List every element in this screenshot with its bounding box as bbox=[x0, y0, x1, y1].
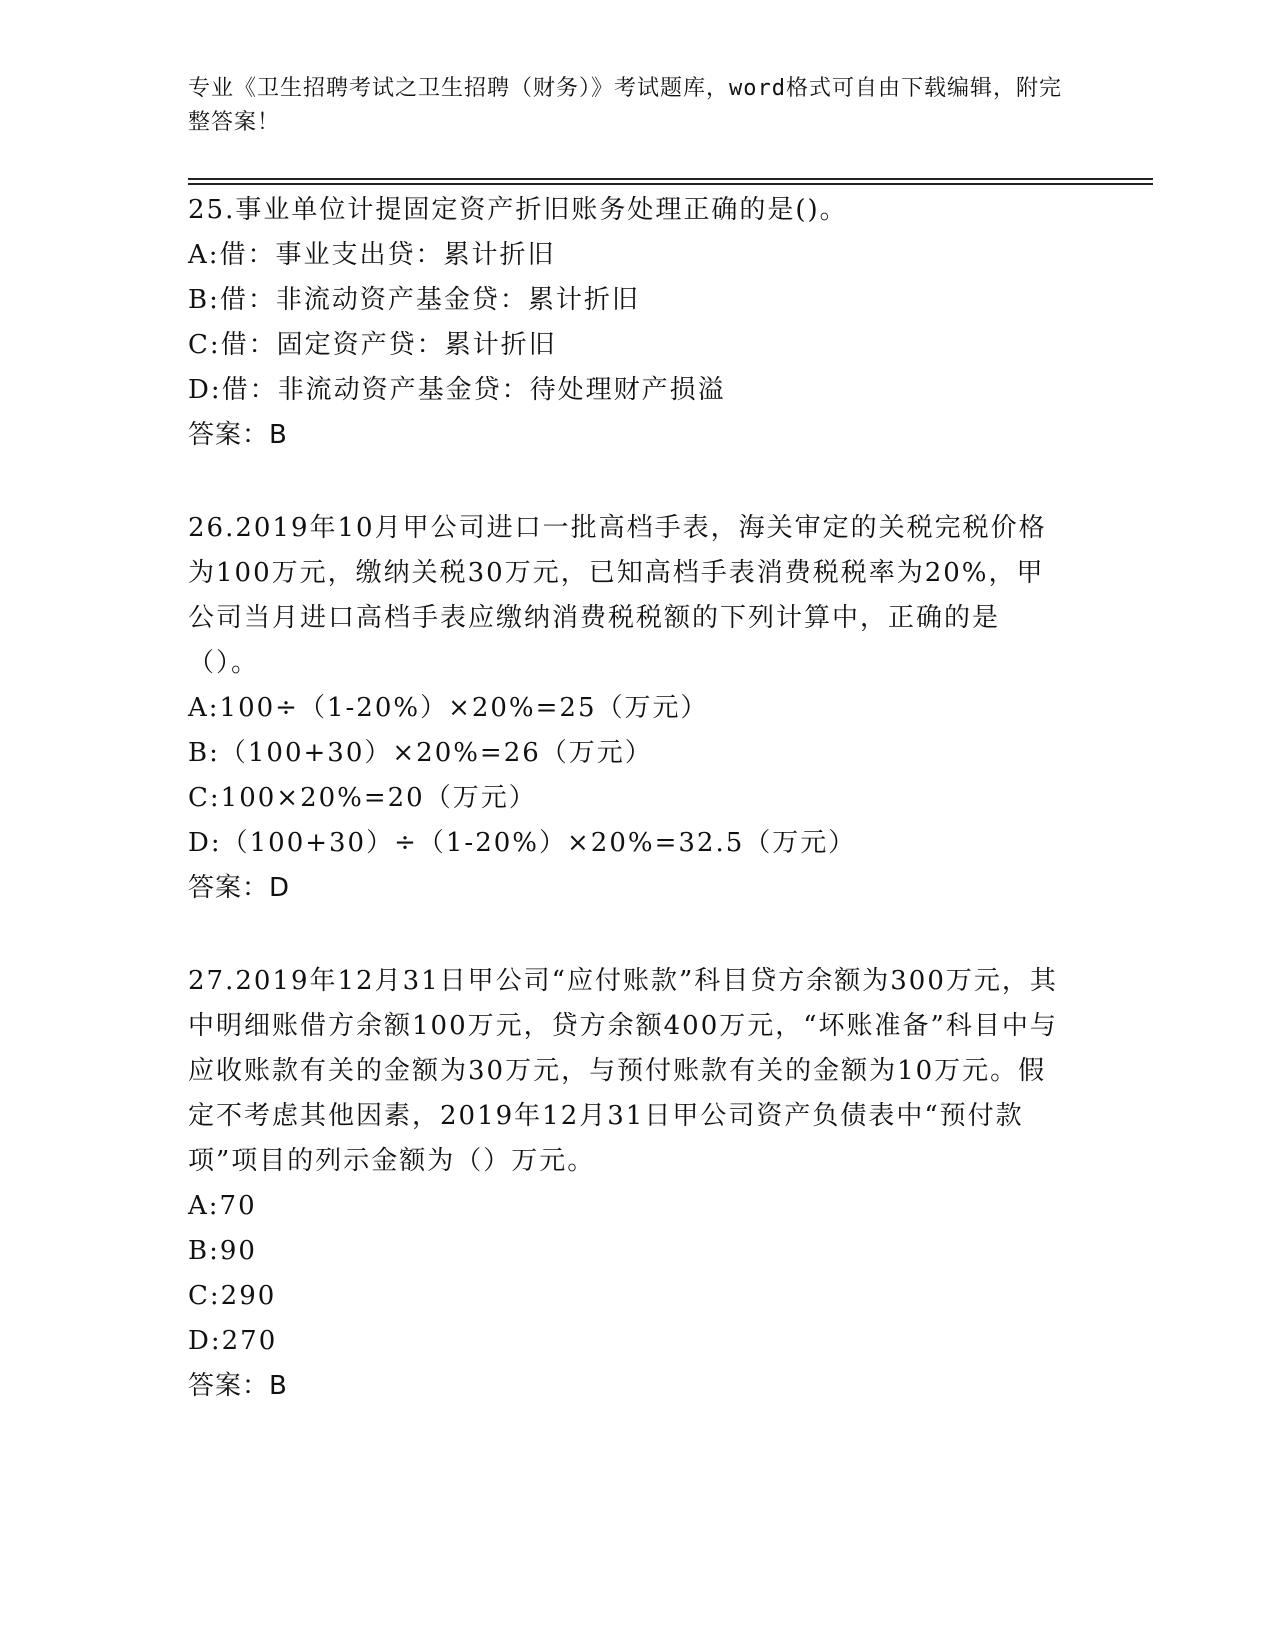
option-c: C:借：固定资产贷：累计折旧 bbox=[188, 330, 557, 360]
question-27 bbox=[188, 959, 1068, 1409]
option-c: C:290 bbox=[188, 1281, 277, 1311]
option-d: D:（100+30）÷（1-20%）×20%=32.5（万元） bbox=[188, 828, 857, 858]
answer-label: 答案：B bbox=[188, 420, 288, 450]
answer-label: 答案：B bbox=[188, 1371, 288, 1401]
option-d: D:借：非流动资产基金贷：待处理财产损溢 bbox=[188, 375, 726, 405]
option-b: B:90 bbox=[188, 1236, 257, 1266]
option-a: A:70 bbox=[188, 1191, 257, 1221]
header-divider-bottom bbox=[188, 183, 1153, 185]
option-b: B:借：非流动资产基金贷：累计折旧 bbox=[188, 285, 640, 315]
question-26 bbox=[188, 506, 1068, 911]
question-25 bbox=[188, 188, 1068, 458]
question-text: 25.事业单位计提固定资产折旧账务处理正确的是()。 bbox=[188, 195, 848, 225]
option-d: D:270 bbox=[188, 1326, 278, 1356]
answer-label: 答案：D bbox=[188, 873, 291, 903]
option-b: B:（100+30）×20%=26（万元） bbox=[188, 738, 653, 768]
question-text: 27.2019年12月31日甲公司“应付账款”科目贷方余额为300万元，其中明细账借方余额100万元，贷方余额400万元，“坏账准备”科目中与应收账款有关的金额为30万元，与预付账款有关的金额为10万元。假定不考虑其他因素，2019年12月31日甲公司资产负债表中“预付款项”项目的列示金额为（）万元。 bbox=[188, 966, 1058, 1176]
option-a: A:借：事业支出贷：累计折旧 bbox=[188, 240, 556, 270]
option-a: A:100÷（1-20%）×20%=25（万元） bbox=[188, 693, 709, 723]
header-divider-top bbox=[188, 178, 1153, 180]
document-header: 专业《卫生招聘考试之卫生招聘（财务）》考试题库，word格式可自由下载编辑，附完整答案！ bbox=[188, 76, 1062, 135]
option-c: C:100×20%=20（万元） bbox=[188, 783, 537, 813]
question-list bbox=[188, 188, 1068, 1457]
question-text: 26.2019年10月甲公司进口一批高档手表，海关审定的关税完税价格为100万元，缴纳关税30万元，已知高档手表消费税税率为20%，甲公司当月进口高档手表应缴纳消费税税额的下列计算中，正确的是（）。 bbox=[188, 513, 1047, 678]
